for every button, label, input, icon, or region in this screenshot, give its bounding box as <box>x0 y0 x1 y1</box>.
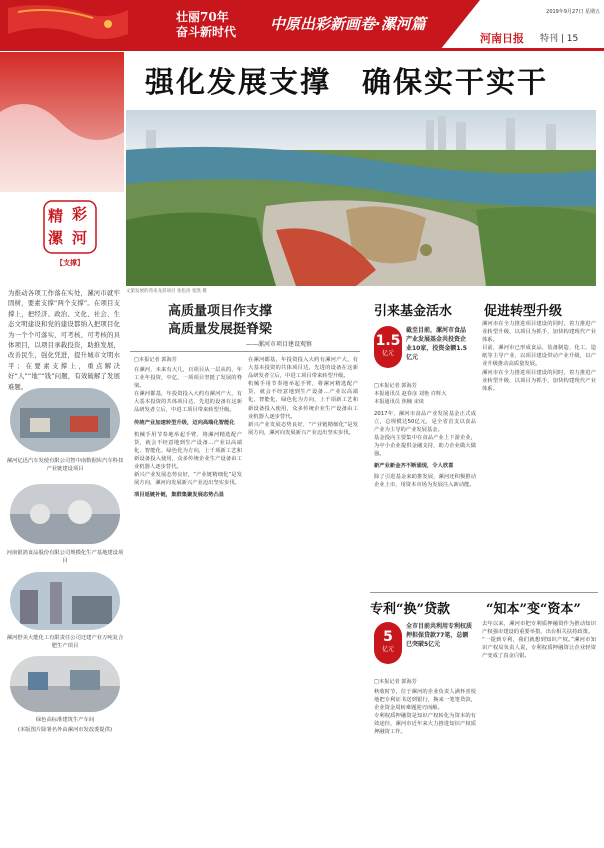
a5-title: “知本”变“资本” <box>486 602 581 617</box>
a1-p4: 新兴产业发展态势良好，“产业链精细化”是发展方向，漯河向发展新兴产业迈出坚实步伐。 <box>134 472 242 487</box>
photo-auto-plant <box>10 388 120 452</box>
left-rail <box>0 52 124 848</box>
a2-kv-unit: 亿元 <box>381 350 394 357</box>
rail-background-graphic <box>0 52 124 192</box>
page-number: 特刊 | 15 <box>540 34 579 44</box>
a2-byline2: 本报通讯员 赵春彦 刘艳 许辉大 <box>374 391 447 397</box>
a4-lead: 全市目前共利用专利权质押担保贷款77笔，总额已突破5亿元 <box>406 623 473 648</box>
a2-subhead: 新产业新金齐不断涌现，令人欣喜 <box>374 462 454 469</box>
slogan-line1: 壮丽70年 <box>176 10 229 24</box>
logo-char-4: 河 <box>72 229 88 247</box>
a2-byline3: 本报通讯员 焦楠 宋谈 <box>374 399 424 405</box>
a1-col2 <box>248 356 358 844</box>
a5-p2: “一提到专利，我们就想到知识产权。”漯河市知识产权局负责人说，专利权质押融资让企业轻资产变成了真金白银。 <box>482 637 596 660</box>
a2-p2: 基金投向主要集中在食品产业上下游企业，为中小企业提供金融支持，助力企业做大做强。 <box>374 435 476 458</box>
support-label: 【支撑】 <box>56 259 84 267</box>
a1-title-line1: 高质量项目作支撑 <box>168 304 273 319</box>
a1-c2-p2: 机械手用节奏地举起手臂，将漯河精选配产货，就会不经意地到生产设备…产业以高端化、智能化、绿色化为方向，上千项新工艺和新设备投入使用，众多传统企业生产设备由工业机器人逐步替代。 <box>248 381 358 420</box>
a1-byline: □本报记者 郭海芳 <box>134 357 177 363</box>
section-rule <box>370 592 598 593</box>
a5-body <box>482 620 596 844</box>
logo-char-3: 漯 <box>48 229 64 247</box>
caption-2: 河南银鸽食品股份有限公司规模化生产基地建设项目 <box>6 550 124 564</box>
series-title: 中原出彩新画卷·漯河篇 <box>270 15 426 33</box>
a4-title: 专利“换”贷款 <box>370 602 450 617</box>
a2-kv-number: 1.5 <box>375 333 401 349</box>
a2-title: 引来基金活水 <box>374 304 453 319</box>
caption-5: (本版图片除署名外由漯河市发改委提供) <box>17 727 113 733</box>
caption-3: 漯河舒美大能化工有限责任公司迁建产业万吨复合肥生产项目 <box>6 635 124 649</box>
a4-key-figure <box>374 622 402 664</box>
a1-p1: 在漯河，未来有大几，百项目从一层从的，年工业年投资，中亿，一项项目坚挺了发展的脊梁。 <box>134 367 242 390</box>
a3-body <box>482 320 596 592</box>
a4-kv-unit: 亿元 <box>381 646 394 653</box>
logo-char-1: 精 <box>48 207 64 225</box>
a1-col1 <box>134 366 242 844</box>
a4-kv-number: 5 <box>383 629 393 645</box>
a1-rule <box>130 351 360 352</box>
slogan-line2: 奋斗新时代 <box>176 25 237 39</box>
a2-body <box>374 410 476 590</box>
a2-byline1: □本报记者 郭海芳 <box>374 383 417 389</box>
a1-subhead-2: 项目延链补链，集群集聚发展态势凸显 <box>134 492 225 499</box>
rail-intro-text: 为推动各项工作落在实处，漯河市就牢固树，要素支撑“两个支撑”。在项目支撑上，把经济、政治、文化、社会、生态文明建设和党的建设都纳入把项目化为一个个可落实、可考核、可考核的具体项目，以项目承载投资，助推发展，改善民生，强化凭进，提升城市文明水平；在要素支撑上，重点解决好“人”“地”“钱”问题，有效破解了发展难题。 <box>8 289 120 391</box>
a3-title: 促进转型升级 <box>484 304 563 319</box>
a2-p1: 2017年，漯河市食品产业发展基金正式成立，总规模达50亿元，是全省首支以食品产业为主导的产业发展基金。 <box>374 411 476 434</box>
newspaper-name: 河南日报 <box>480 32 524 45</box>
photo-fertilizer-plant <box>10 572 120 630</box>
a2-p3: 除了引进基金来助推发展，漯河还积极推动企业上市，用资本市场为发展注入新动能。 <box>374 473 476 488</box>
a5-p1: 去年以来，漯河市把专利质押融资作为推动知识产权强市建设的重要举措，出台相关扶持政策。 <box>482 621 596 636</box>
aerial-photo <box>126 110 596 286</box>
a1-subtitle: ——漯河市项目建设观察 <box>246 341 313 348</box>
a2-key-figure <box>374 326 402 368</box>
a1-p3: 机械手用节奏地举起手臂，将漯河精选配产货，就会不经意地到生产设备…产业以高端化、智能化、绿色化为方向，上千项新工艺和新设备投入使用，众多传统企业生产设备由工业机器人逐步替代。 <box>134 431 242 471</box>
photo-workshop <box>10 656 120 712</box>
caption-4: 绿色高标准建筑生产车间 <box>35 717 95 723</box>
a4-p2: 专利权质押融资是知识产权转化为资本的有效途径，漯河市近年来大力推进知识产权质押融资工作。 <box>374 713 476 736</box>
page-title: 强化发展支撑 确保实干实干 <box>145 65 549 99</box>
a3-p1: 漯河市在全力推进项目建设的同时，着力推进产业转型升级，以项目为抓手，加快构建现代产业体系。 <box>482 321 596 344</box>
photo-caption: 文旅发展的湾来龙彩项目 张松涛 张凯 摄 <box>126 289 207 294</box>
a1-subhead-1: 传统产业加速转型升级，迈向高端化智能化 <box>134 419 235 426</box>
a2-lead: 截至目前，漯河市食品产业发展基金共投资企业10家，投资金额1.5亿元 <box>406 327 467 361</box>
a1-c2-p3: 新兴产业发展态势良好，“产业链精细化”是发展方向，漯河向发展新兴产业迈出坚实步伐。 <box>248 421 358 436</box>
photo-food-line <box>10 484 120 544</box>
a4-p1: 秋收时节，位于漯河的企业负责人满怀喜悦地把专利证书送到银行，换来一笔笔贷款，企业资金周转难题迎刃而解。 <box>374 689 476 712</box>
a1-p2: 在漯河都基，年投资投入大约有漯河产大，有大基本投资的共体项目达，先进的设备在这新品研发者立后，中进工项目带来转型升级。 <box>134 391 242 414</box>
a4-byline: □本报记者 郭海芳 <box>374 679 417 685</box>
logo-char-2: 彩 <box>72 205 88 223</box>
header-rule <box>0 48 604 51</box>
issue-date: 2019年9月27日 星期五 <box>546 9 600 15</box>
page-header <box>0 0 604 52</box>
caption-1: 漯河亿迅汽车发使有限公司智中南数据库汽车科技产业链建设项目 <box>6 458 124 472</box>
a3-p3: 漯河市在全力推进项目建设的同时，着力推进产业转型升级，以项目为抓手，加快构建现代产业体系。 <box>482 369 596 392</box>
flag-icon <box>8 4 128 46</box>
a1-title-line2: 高质量发展挺脊梁 <box>168 322 273 337</box>
a1-c2-p1: 在漯河都基，年投资投入大约有漯河产大，有大基本投资的共体项目达，先进的设备在这新品研发者立后，中进工项目带来转型升级。 <box>248 357 358 380</box>
a3-p2: 目前，漯河市已形成食品、装备制造、化工、造纸等主导产业，以项目建设带动产业升级，以产业升级推动高质量发展。 <box>482 345 596 368</box>
a4-body <box>374 688 476 844</box>
